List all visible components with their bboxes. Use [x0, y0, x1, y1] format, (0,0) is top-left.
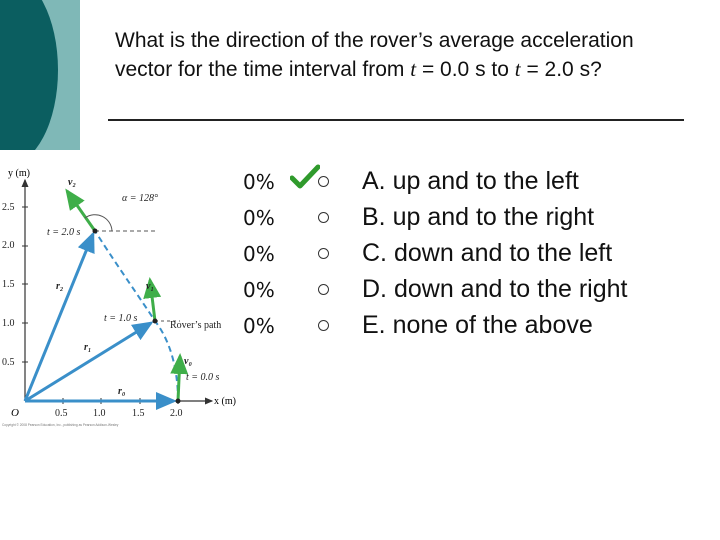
vector-label-r2: r₂ [56, 281, 64, 292]
vector-label-v1: v₁ [146, 281, 154, 292]
option-c[interactable]: C. down and to the left [362, 239, 613, 267]
point-t0 [176, 399, 181, 404]
figure-credit: Copyright © 2008 Pearson Education, Inc., publishing as Pearson Addison-Wesley [2, 423, 119, 427]
point-t1 [153, 319, 158, 324]
vector-r1 [25, 323, 151, 401]
time-label-t2: t = 2.0 s [47, 227, 81, 238]
y-tick-label: 2.0 [2, 240, 15, 251]
option-a[interactable]: A. up and to the left [362, 167, 579, 195]
checkmark-icon [290, 164, 320, 190]
x-tick-label: 0.5 [55, 408, 68, 419]
option-b[interactable]: B. up and to the right [362, 203, 595, 231]
radio-option-b[interactable] [318, 212, 329, 223]
response-percent-c: 0% [243, 242, 275, 266]
vector-label-r1: r₁ [84, 342, 92, 353]
y-tick-label: 1.5 [2, 279, 15, 290]
y-tick-label: 1.0 [2, 318, 15, 329]
x-tick-label: 2.0 [170, 408, 183, 419]
radio-option-a[interactable] [318, 176, 329, 187]
rover-path-figure [0, 158, 272, 430]
time-label-t0: t = 0.0 s [186, 372, 220, 383]
x-axis-label: x (m) [214, 396, 236, 407]
y-ticks [2, 202, 28, 368]
x-tick-label: 1.5 [132, 408, 145, 419]
time-label-t1: t = 1.0 s [104, 313, 138, 324]
radio-option-c[interactable] [318, 248, 329, 259]
response-percent-b: 0% [243, 206, 275, 230]
vector-label-v0: v₀ [184, 356, 192, 367]
point-t2 [93, 229, 98, 234]
y-tick-label: 2.5 [2, 202, 15, 213]
y-tick-label: 0.5 [2, 357, 15, 368]
path-label: Rover’s path [170, 320, 222, 331]
option-d[interactable]: D. down and to the right [362, 275, 628, 303]
vector-label-v2: v₂ [68, 177, 76, 188]
radio-option-d[interactable] [318, 284, 329, 295]
y-axis-label: y (m) [8, 168, 30, 179]
vector-v0 [178, 356, 180, 401]
x-tick-label: 1.0 [93, 408, 106, 419]
question-text: What is the direction of the rover’s average acceleration vector for the time interval from t = 0.0 s to t = 2.0 s? [115, 29, 634, 81]
response-percent-e: 0% [243, 314, 275, 338]
title-divider [108, 119, 684, 121]
vector-v2 [67, 191, 95, 231]
response-percent-d: 0% [243, 278, 275, 302]
option-e[interactable]: E. none of the above [362, 311, 593, 339]
radio-option-e[interactable] [318, 320, 329, 331]
vector-label-r0: r₀ [118, 386, 126, 397]
vector-r2 [25, 234, 93, 401]
angle-label: α = 128° [122, 193, 158, 204]
origin-label: O [11, 407, 19, 419]
response-percent-a: 0% [243, 170, 275, 194]
